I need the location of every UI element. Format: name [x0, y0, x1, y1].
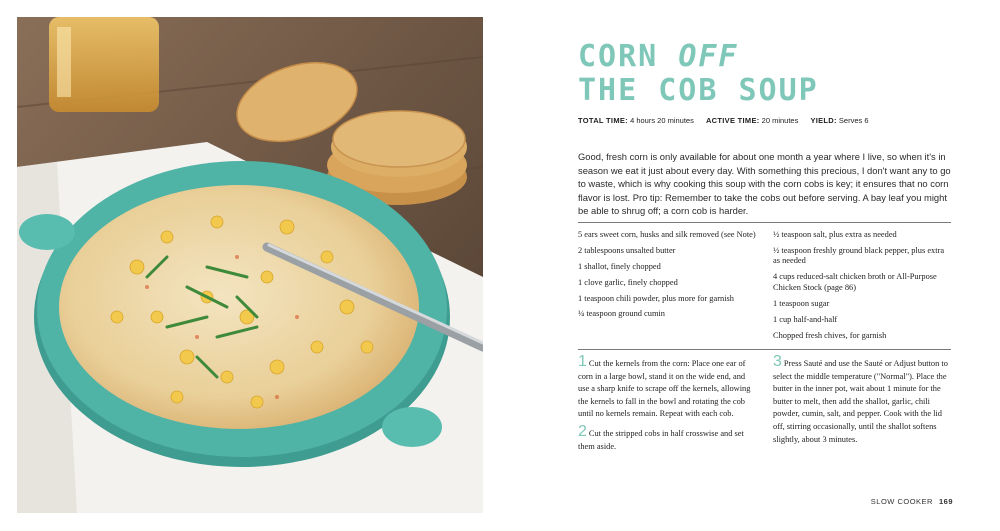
ingredient-item: 1 shallot, finely chopped [578, 261, 661, 271]
ingredient-item: ½ teaspoon salt, plus extra as needed [773, 230, 897, 239]
method-steps [578, 353, 951, 459]
ingredient-item: 2 tablespoons unsalted butter [578, 245, 676, 255]
ingredient-item: Chopped fresh chives, for garnish [773, 330, 887, 340]
step-3 [773, 353, 951, 446]
ingredient-item: 1 teaspoon sugar [773, 298, 830, 308]
ingredients-left [578, 230, 756, 347]
ingredient-item: ½ teaspoon freshly ground black pepper, plus extra as needed [773, 245, 945, 266]
ingredients [578, 230, 951, 347]
step-text: Cut the stripped cobs in half crosswise and set them aside. [578, 428, 744, 451]
recipe-meta [578, 116, 879, 125]
step-text: Press Sauté and use the Sauté or Adjust button to select the middle temperature ("Normal"). Place the butter in the inner pot, wait about 1 minute for the butter to melt, then add the shallot, garlic, chili powder, cumin, salt, and pepper. Cook with the lid off, stirring occasionally, until the shallot softens slightly, about 3 minutes. [773, 359, 948, 444]
step-2 [578, 422, 756, 453]
intro-paragraph: Good, fresh corn is only available for about one month a year where I live, so when it's in season we eat it just about every day. With something this precious, I don't want any to go to waste, which is why cooking this soup with the corn cobs is key; it ensures that no corn flavor is lost. Pro tip: Remember to take the cobs out before serving. A bay leaf you might be able to shrug off; a corn cob is harder. [578, 151, 951, 217]
divider-bottom [578, 349, 951, 350]
title-line2: THE COB SOUP [578, 73, 819, 108]
ingredient-item: 1 cup half-and-half [773, 314, 838, 324]
title-line1-a: CORN [578, 39, 679, 74]
step-number: 3 [773, 353, 782, 370]
title-line1-b: OFF [678, 39, 739, 74]
yield-label: YIELD: [810, 116, 837, 125]
ingredient-item: 1 teaspoon chili powder, plus more for garnish [578, 293, 734, 303]
page-footer [871, 497, 953, 506]
ingredient-item: ¼ teaspoon ground cumin [578, 309, 665, 319]
step-number: 2 [578, 422, 587, 440]
steps-left-column [578, 353, 756, 459]
active-time-label: ACTIVE TIME: [705, 116, 760, 125]
active-time-value: 20 minutes [761, 116, 799, 125]
divider-top [578, 222, 951, 223]
section-name: SLOW COOKER [870, 497, 933, 506]
page-number: 169 [938, 497, 953, 506]
ingredient-item: 4 cups reduced-salt chicken broth or All-Purpose Chicken Stock (page 86) [773, 272, 937, 292]
total-time-label: TOTAL TIME: [578, 116, 628, 125]
soup-photo [17, 17, 483, 513]
recipe-title [578, 40, 819, 108]
step-1 [578, 353, 756, 421]
ingredient-item: 5 ears sweet corn, husks and silk removed (see Note) [578, 230, 756, 239]
steps-right-column [773, 353, 951, 459]
ingredient-item: 1 clove garlic, finely chopped [578, 277, 678, 287]
total-time-value: 4 hours 20 minutes [630, 116, 694, 125]
step-number: 1 [578, 353, 587, 370]
step-text: Cut the kernels from the corn: Place one ear of corn in a large bowl, stand it on the wide end, and use a sharp knife to scrape off the kernels, allowing the kernels to fall in the bowl and rotating the cob until no kernels remain. Repeat with each cob. [578, 359, 751, 419]
yield-value: Serves 6 [838, 116, 869, 125]
ingredients-right [773, 230, 951, 347]
